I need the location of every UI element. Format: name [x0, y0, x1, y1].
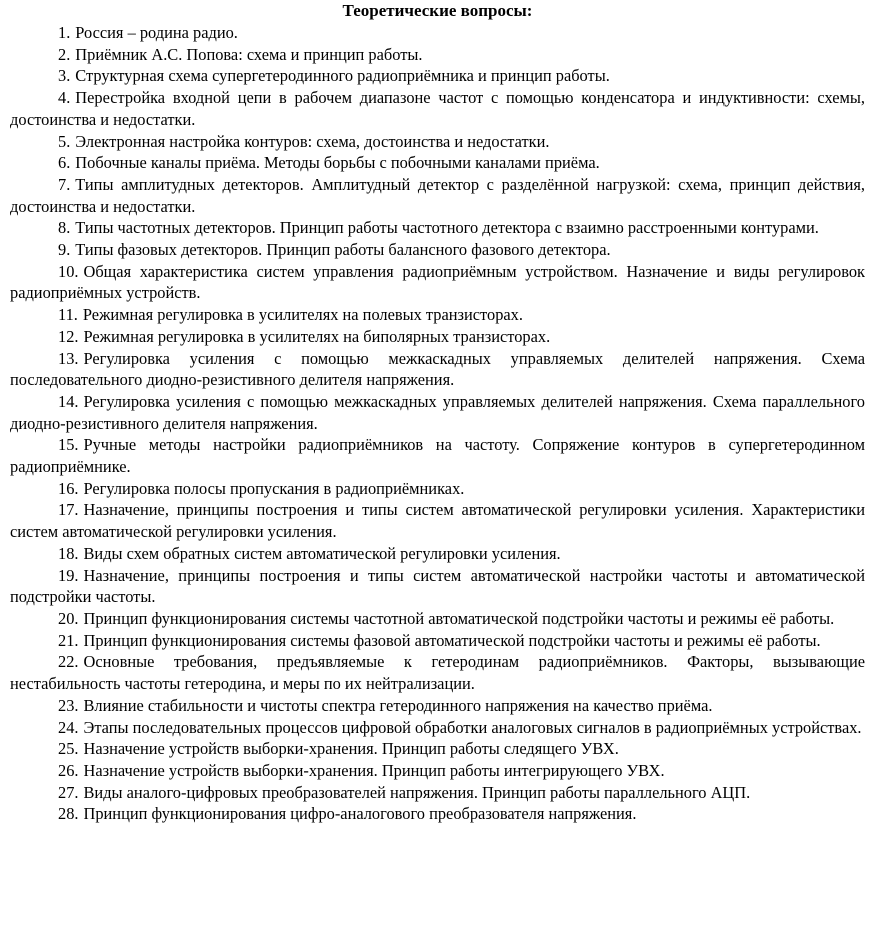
question-number: 24.	[58, 717, 79, 737]
question-number: 27.	[58, 782, 79, 802]
question-text: Режимная регулировка в усилителях на полевых транзисторах.	[82, 305, 523, 325]
question-number: 9.	[58, 240, 71, 260]
question-number: 3.	[58, 66, 71, 86]
question-number: 14.	[58, 391, 79, 411]
question-text: Принцип функционирования системы частотной автоматической подстройки частоты и режимы её работы.	[83, 608, 835, 628]
question-number: 4.	[58, 88, 71, 108]
question-item	[10, 651, 865, 694]
question-number: 11.	[58, 305, 78, 325]
question-item	[10, 499, 865, 542]
question-number: 16.	[58, 478, 79, 498]
question-text: Назначение, принципы построения и типы систем автоматической регулировки усиления. Характеристики систем автоматической регулировки усиления.	[10, 500, 865, 542]
question-number: 12.	[58, 326, 79, 346]
question-text: Структурная схема супергетеродинного радиоприёмника и принцип работы.	[75, 66, 610, 86]
question-text: Общая характеристика систем управления радиоприёмным устройством. Назначение и виды регулировок радиоприёмных устройств.	[10, 261, 865, 303]
question-item	[10, 348, 865, 391]
question-item	[10, 65, 865, 87]
question-number: 13.	[58, 348, 79, 368]
question-number: 8.	[58, 218, 71, 238]
question-text: Перестройка входной цепи в рабочем диапазоне частот с помощью конденсатора и индуктивности: схемы, достоинства и недостатки.	[10, 88, 865, 129]
question-text: Побочные каналы приёма. Методы борьбы с побочными каналами приёма.	[75, 153, 600, 173]
question-number: 23.	[58, 695, 79, 715]
question-number: 15.	[58, 435, 79, 455]
question-item	[10, 760, 865, 782]
question-text: Ручные методы настройки радиоприёмников на частоту. Сопряжение контуров в супергетеродинном радиоприёмнике.	[10, 435, 865, 477]
question-text: Регулировка усиления с помощью межкаскадных управляемых делителей напряжения. Схема параллельного диодно-резистивного делителя напряжения.	[10, 391, 865, 433]
question-item	[10, 44, 865, 66]
question-item	[10, 695, 865, 717]
question-text: Россия – родина радио.	[75, 23, 238, 42]
question-item	[10, 782, 865, 804]
question-number: 20.	[58, 608, 79, 628]
question-item	[10, 304, 865, 326]
question-number: 17.	[58, 500, 79, 520]
question-text: Влияние стабильности и чистоты спектра гетеродинного напряжения на качество приёма.	[83, 695, 713, 715]
question-item	[10, 217, 865, 239]
question-item	[10, 326, 865, 348]
question-item	[10, 608, 865, 630]
question-item	[10, 565, 865, 608]
question-text: Принцип функционирования системы фазовой автоматической подстройки частоты и режимы её работы.	[83, 630, 821, 650]
question-item	[10, 87, 865, 130]
question-number: 19.	[58, 565, 79, 585]
questions-list	[10, 22, 865, 825]
question-number: 22.	[58, 652, 79, 672]
question-item	[10, 174, 865, 217]
question-text: Приёмник А.С. Попова: схема и принцип работы.	[75, 44, 423, 64]
question-text: Виды схем обратных систем автоматической регулировки усиления.	[83, 543, 561, 563]
question-item	[10, 434, 865, 477]
question-item	[10, 738, 865, 760]
question-number: 18.	[58, 543, 79, 563]
question-text: Виды аналого-цифровых преобразователей напряжения. Принцип работы параллельного АЦП.	[83, 782, 751, 802]
question-item	[10, 391, 865, 434]
question-number: 25.	[58, 739, 79, 759]
question-number: 6.	[58, 153, 71, 173]
question-text: Регулировка усиления с помощью межкаскадных управляемых делителей напряжения. Схема последовательного диодно-резистивного делителя напряжения.	[10, 348, 865, 390]
question-number: 21.	[58, 630, 79, 650]
question-number: 7.	[58, 174, 71, 194]
question-text: Типы частотных детекторов. Принцип работы частотного детектора с взаимно расстроенными контурами.	[75, 218, 819, 238]
question-text: Основные требования, предъявляемые к гетеродинам радиоприёмников. Факторы, вызывающие нестабильность частоты гетеродина, и меры по их нейтрализации.	[10, 652, 865, 694]
question-text: Типы фазовых детекторов. Принцип работы балансного фазового детектора.	[75, 240, 611, 260]
question-number: 5.	[58, 131, 71, 151]
question-text: Регулировка полосы пропускания в радиоприёмниках.	[83, 478, 465, 498]
question-text: Назначение устройств выборки-хранения. Принцип работы следящего УВХ.	[83, 739, 619, 759]
question-number: 10.	[58, 261, 79, 281]
question-number: 28.	[58, 804, 79, 824]
question-text: Принцип функционирования цифро-аналогового преобразователя напряжения.	[83, 804, 637, 824]
question-text: Режимная регулировка в усилителях на биполярных транзисторах.	[83, 326, 551, 346]
question-text: Электронная настройка контуров: схема, достоинства и недостатки.	[75, 131, 550, 151]
question-number: 2.	[58, 44, 71, 64]
question-number: 1.	[58, 23, 71, 42]
question-text: Назначение, принципы построения и типы систем автоматической настройки частоты и автоматической подстройки частоты.	[10, 565, 865, 607]
question-item	[10, 22, 865, 44]
question-item	[10, 261, 865, 304]
question-item	[10, 717, 865, 739]
question-item	[10, 131, 865, 153]
question-item	[10, 478, 865, 500]
question-text: Типы амплитудных детекторов. Амплитудный детектор с разделённой нагрузкой: схема, принцип действия, достоинства и недостатки.	[10, 174, 865, 216]
question-item	[10, 239, 865, 261]
question-item	[10, 803, 865, 825]
page-title: Теоретические вопросы:	[342, 1, 533, 20]
question-number: 26.	[58, 760, 79, 780]
question-item	[10, 152, 865, 174]
question-text: Этапы последовательных процессов цифровой обработки аналоговых сигналов в радиоприёмных устройствах.	[83, 717, 862, 737]
question-item	[10, 543, 865, 565]
question-item	[10, 630, 865, 652]
question-text: Назначение устройств выборки-хранения. Принцип работы интегрирующего УВХ.	[83, 760, 665, 780]
